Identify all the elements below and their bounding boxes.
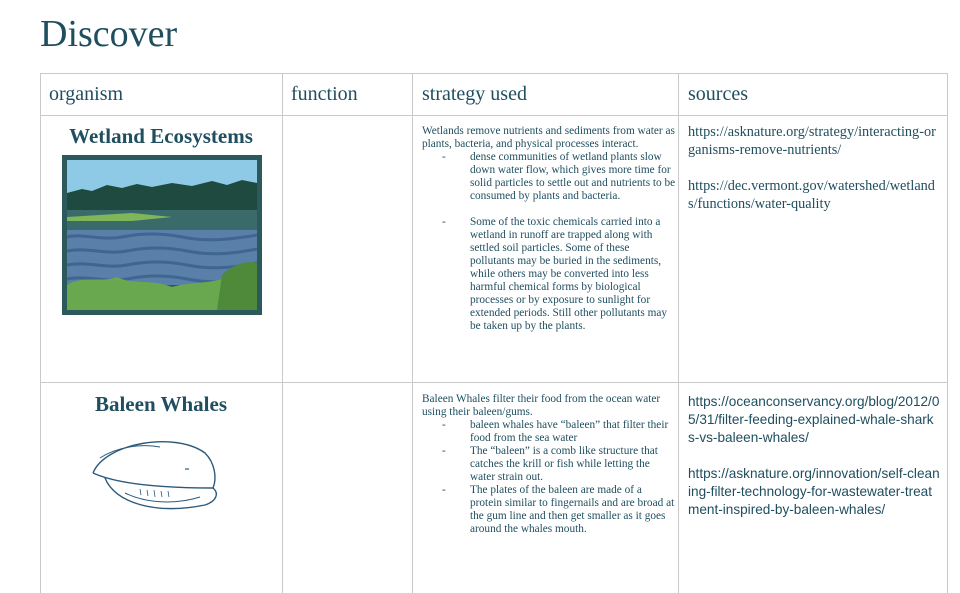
strategy-bullet: - The “baleen” is a comb like structure that catches the krill or fish while letting the water strain out. — [422, 445, 676, 484]
table-border — [282, 73, 283, 593]
source-link[interactable]: https://oceanconservancy.org/blog/2012/05/31/filter-feeding-explained-whale-sharks-vs-baleen-whales/ — [688, 394, 940, 445]
source-link[interactable]: https://dec.vermont.gov/watershed/wetlands/functions/water-quality — [688, 178, 935, 212]
strategy-intro: Baleen Whales filter their food from the ocean water using their baleen/gums. — [422, 393, 661, 418]
strategy-bullet: - dense communities of wetland plants slow down water flow, which gives more time for solid particles to settle out and nutrients to be consumed by plants and bacteria. — [422, 151, 676, 203]
column-header-sources: sources — [688, 83, 748, 105]
discover-table — [40, 73, 948, 593]
table-border — [40, 73, 948, 74]
organism-name: Wetland Ecosystems — [69, 124, 253, 148]
strategy-cell — [422, 393, 676, 536]
table-border — [40, 115, 948, 116]
strategy-bullet: - baleen whales have “baleen” that filter their food from the sea water — [422, 419, 676, 445]
column-header-strategy: strategy used — [422, 83, 527, 105]
source-link[interactable]: https://asknature.org/strategy/interacting-organisms-remove-nutrients/ — [688, 124, 936, 158]
strategy-cell — [422, 125, 676, 333]
sources-cell — [688, 393, 940, 537]
table-border — [40, 382, 948, 383]
column-header-function: function — [291, 83, 358, 105]
table-border — [678, 73, 679, 593]
table-border — [947, 73, 948, 593]
strategy-intro: Wetlands remove nutrients and sediments from water as plants, bacteria, and physical processes interact. — [422, 125, 675, 150]
column-header-organism: organism — [49, 83, 124, 105]
organism-name: Baleen Whales — [94, 392, 228, 416]
strategy-bullet: - The plates of the baleen are made of a protein similar to fingernails and are broad at the gum line and then get smaller as it goes around the whales mouth. — [422, 484, 676, 536]
whale-line-drawing — [85, 433, 225, 523]
source-link[interactable]: https://asknature.org/innovation/self-cleaning-filter-technology-for-wastewater-treatment-inspired-by-baleen-whales/ — [688, 466, 940, 517]
table-border — [412, 73, 413, 593]
strategy-bullet: - Some of the toxic chemicals carried into a wetland in runoff are trapped along with settled soil particles. Some of these pollutants may be buried in the sediments, while others may be converted into less harmful chemical forms by biological processes or by exposure to sunlight for extended periods. Still other pollutants may be taken up by the plants. — [422, 216, 676, 333]
page-title: Discover — [40, 13, 178, 55]
wetland-landscape-illustration — [62, 155, 262, 315]
table-border — [40, 73, 41, 593]
sources-cell — [688, 123, 940, 231]
